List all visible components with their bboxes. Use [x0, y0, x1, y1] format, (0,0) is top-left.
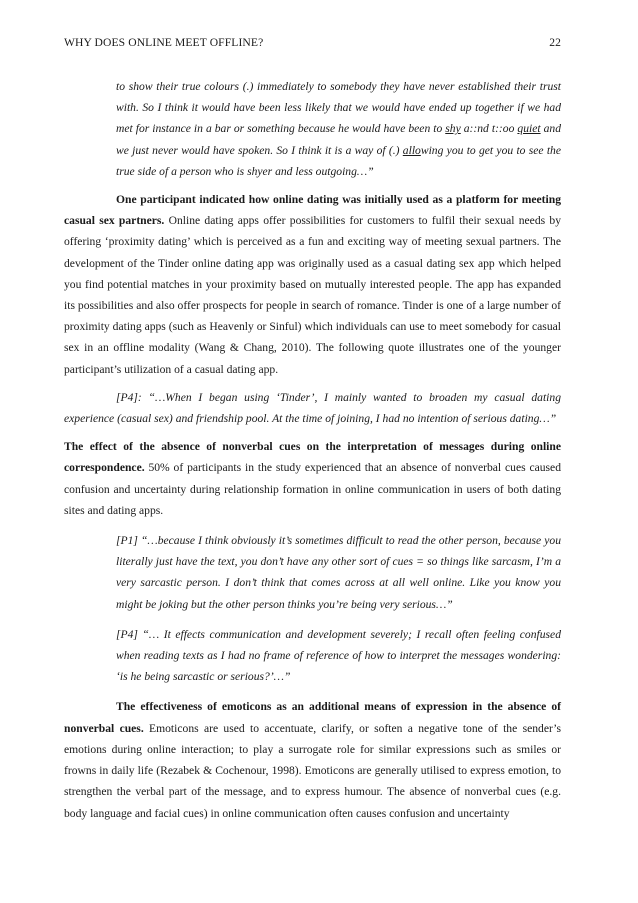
- running-header: [64, 36, 561, 52]
- quote-p1-sarcasm: [P1] “…because I think obviously it’s sometimes difficult to read the other person, because you literally just have the text, you don’t have any other sort of cues = so things like sarcasm, I’m a very sarcastic person. I don’t think that comes across at all well online. Like you know you might be joking but the other person thinks you’re being very serious…”: [116, 534, 561, 611]
- page-body: [64, 76, 561, 824]
- running-head-title: WHY DOES ONLINE MEET OFFLINE?: [64, 36, 264, 49]
- paragraph-emoticons: The effectiveness of emoticons as an additional means of expression in the absence of nonverbal cues. Emoticons are used to accentuate, clarify, or soften a negative tone of the sender’s emotions during online interaction; to play a surrogate role for similar expressions such as smiles or frowns in daily life (Rezabek & Cochenour, 1998). Emoticons are generally utilised to express emotion, to strengthen the verbal part of the message, and to express humour. The absence of nonverbal cues (e.g. body language and facial cues) in online communication often causes confusion and uncertainty: [64, 700, 561, 820]
- page-number: 22: [549, 36, 561, 49]
- quote-p4-confused: [P4] “… It effects communication and development severely; I recall often feeling confused when reading texts as I had no frame of reference of how to interpret the messages wondering: ‘is he being sarcastic or serious?’…”: [116, 627, 561, 684]
- quote-p4-tinder: [P4]: “…When I began using ‘Tinder’, I mainly wanted to broaden my casual dating experience (casual sex) and friendship pool. At the time of joining, I had no intention of serious dating…”: [64, 390, 561, 426]
- quote-continued: to show their true colours (.) immediately to somebody they have never established their trust with. So I think it would have been less likely that we would have ended up together if we had met for instance in a bar or something because he would have been to shy a::nd t::oo quiet and we just never would have spoken. So I think it is a way of (.) allowing you to get you to see the true side of a person who is shyer and less outgoing…”: [116, 80, 561, 178]
- paragraph-casual-sex: One participant indicated how online dating was initially used as a platform for meeting casual sex partners. Online dating apps offer possibilities for customers to fulfil their sexual needs by offering ‘proximity dating’ which is perceived as a fun and exciting way of meeting sexual partners. The development of the Tinder online dating app was originally used as a casual dating sex app which helped you find potential matches in your proximity based on mutually interested people. The app has expanded its possibilities and also offer prospects for people in search of romance. Tinder is one of a large number of proximity dating apps (such as Heavenly or Sinful) which individuals can use to meet somebody for casual sex in an offline modality (Wang & Chang, 2010). The following quote illustrates one of the younger participant’s utilization of a casual dating app.: [64, 193, 561, 376]
- section-heading-emoticons: The effectiveness of emoticons as an additional means of expression in the absence of nonverbal cues.: [64, 700, 561, 735]
- paragraph-nonverbal-cues: The effect of the absence of nonverbal cues on the interpretation of messages during online correspondence. 50% of participants in the study experienced that an absence of nonverbal cues caused confusion and uncertainty during relationship formation in online communication in users of both dating sites and dating apps.: [64, 440, 561, 517]
- section-heading-nonverbal: The effect of the absence of nonverbal cues on the interpretation of messages during online correspondence.: [64, 440, 561, 475]
- section-heading-casual-sex: One participant indicated how online dating was initially used as a platform for meeting casual sex partners.: [64, 193, 561, 228]
